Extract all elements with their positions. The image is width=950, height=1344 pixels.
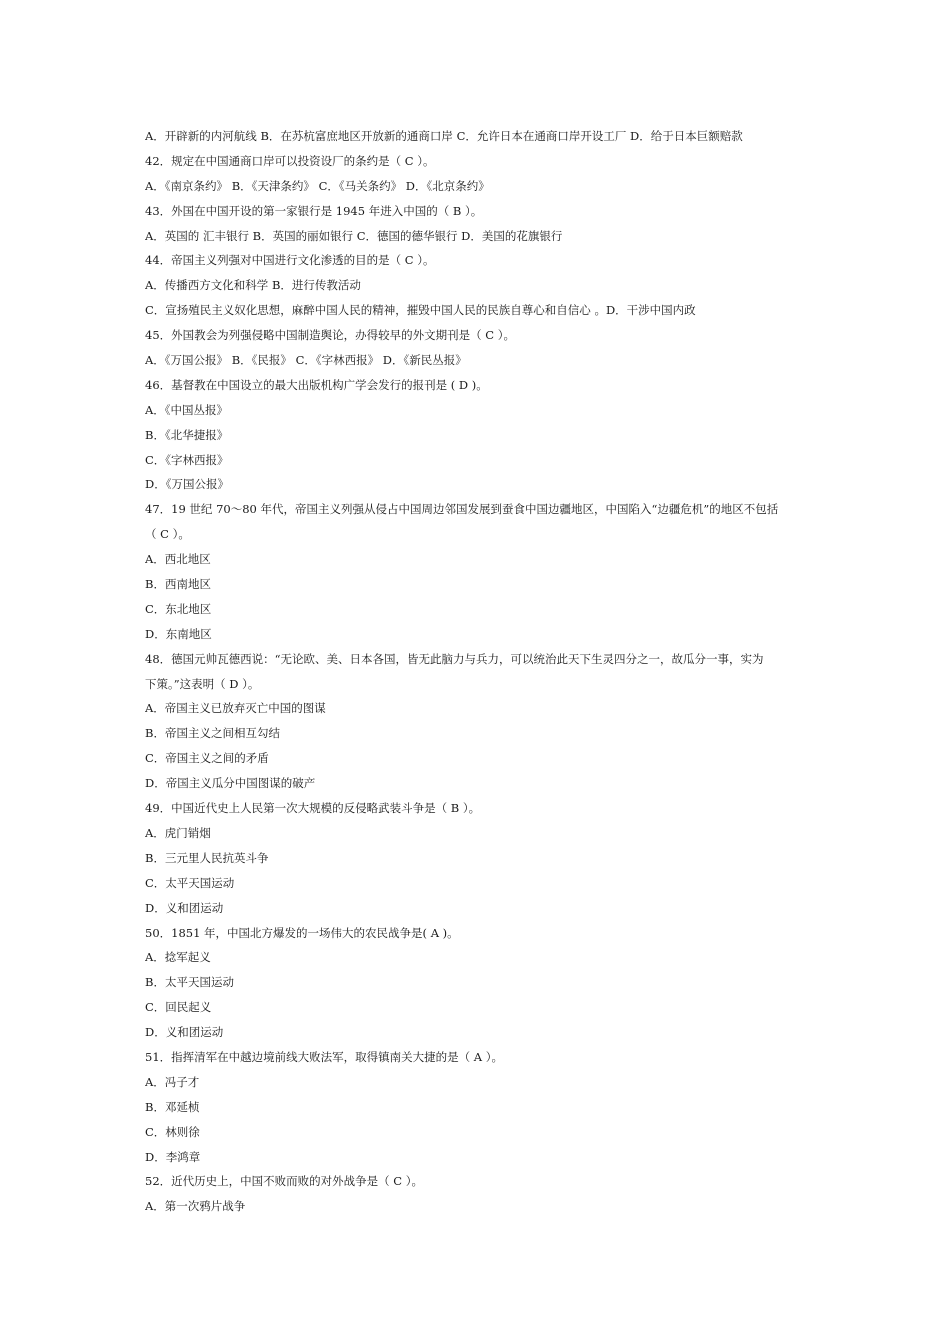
option-49-a: A．虎门销烟 xyxy=(145,825,211,840)
option-48-c: C．帝国主义之间的矛盾 xyxy=(145,751,269,766)
answer-options-42: A．《南京条约》 B．《天津条约》 C．《马关条约》 D．《北京条约》 xyxy=(145,178,490,193)
option-50-c: C．回民起义 xyxy=(145,1000,212,1015)
option-51-a: A．冯子才 xyxy=(145,1074,200,1089)
question-45: 45．外国教会为列强侵略中国制造舆论，办得较早的外文期刊是（ C ）。 xyxy=(145,328,515,343)
option-46-b: B．《北华捷报》 xyxy=(145,427,229,442)
question-43: 43．外国在中国开设的第一家银行是 1945 年进入中国的（ B ）。 xyxy=(145,203,483,218)
question-52: 52．近代历史上，中国不败而败的对外战争是（ C ）。 xyxy=(145,1174,423,1189)
document-page xyxy=(145,124,805,1219)
option-47-d: D．东南地区 xyxy=(145,626,212,641)
option-51-d: D．李鸿章 xyxy=(145,1149,201,1164)
option-46-c: C．《字林西报》 xyxy=(145,452,229,467)
option-49-b: B．三元里人民抗英斗争 xyxy=(145,850,269,865)
question-48: 48．德国元帅瓦德西说：“无论欧、美、日本各国，皆无此脑力与兵力，可以统治此天下生灵四分之一，故瓜分一事，实为 xyxy=(145,651,764,666)
option-49-c: C．太平天国运动 xyxy=(145,875,235,890)
question-44: 44．帝国主义列强对中国进行文化渗透的目的是（ C ）。 xyxy=(145,253,435,268)
answer-options-41: A．开辟新的内河航线 B．在苏杭富庶地区开放新的通商口岸 C．允许日本在通商口岸开设工厂 D．给于日本巨额赔款 xyxy=(145,129,743,143)
option-46-a: A．《中国丛报》 xyxy=(145,402,229,417)
question-49: 49．中国近代史上人民第一次大规模的反侵略武装斗争是（ B ）。 xyxy=(145,801,481,816)
question-50: 50．1851 年，中国北方爆发的一场伟大的农民战争是( A )。 xyxy=(145,925,459,940)
option-51-b: B．邓延桢 xyxy=(145,1099,200,1114)
option-48-b: B．帝国主义之间相互勾结 xyxy=(145,726,280,741)
answer-options-44-cd: C．宣扬殖民主义奴化思想，麻醉中国人民的精神，摧毁中国人民的民族自尊心和自信心 。D．干涉中国内政 xyxy=(145,303,696,318)
question-48-continued: 下策。”这表明（ D ）。 xyxy=(145,676,260,691)
question-47: 47．19 世纪 70～80 年代，帝国主义列强从侵占中国周边邻国发展到蚕食中国边疆地区，中国陷入“边疆危机”的地区不包括 xyxy=(145,502,779,517)
option-51-c: C．林则徐 xyxy=(145,1124,200,1139)
option-46-d: D．《万国公报》 xyxy=(145,477,229,492)
question-42: 42．规定在中国通商口岸可以投资设厂的条约是（ C ）。 xyxy=(145,153,435,168)
question-47-continued: （ C ）。 xyxy=(145,527,190,542)
option-49-d: D．义和团运动 xyxy=(145,900,224,915)
question-46: 46．基督教在中国设立的最大出版机构广学会发行的报刊是 ( D )。 xyxy=(145,377,488,392)
option-47-c: C．东北地区 xyxy=(145,601,212,616)
option-48-d: D．帝国主义瓜分中国图谋的破产 xyxy=(145,776,316,791)
option-50-a: A．捻军起义 xyxy=(145,950,211,965)
question-51: 51．指挥清军在中越边境前线大败法军，取得镇南关大捷的是（ A ）。 xyxy=(145,1049,503,1064)
option-52-a: A．第一次鸦片战争 xyxy=(145,1199,246,1214)
answer-options-43: A．英国的 汇丰银行 B．英国的丽如银行 C．德国的德华银行 D．美国的花旗银行 xyxy=(145,228,563,243)
option-50-b: B．太平天国运动 xyxy=(145,975,234,990)
option-48-a: A．帝国主义已放弃灭亡中国的图谋 xyxy=(145,701,326,716)
answer-options-44-ab: A．传播西方文化和科学 B．进行传教活动 xyxy=(145,278,361,293)
option-47-a: A．西北地区 xyxy=(145,552,211,567)
option-50-d: D．义和团运动 xyxy=(145,1025,224,1040)
option-47-b: B．西南地区 xyxy=(145,577,211,592)
answer-options-45: A．《万国公报》 B．《民报》 C．《字林西报》 D．《新民丛报》 xyxy=(145,353,467,368)
